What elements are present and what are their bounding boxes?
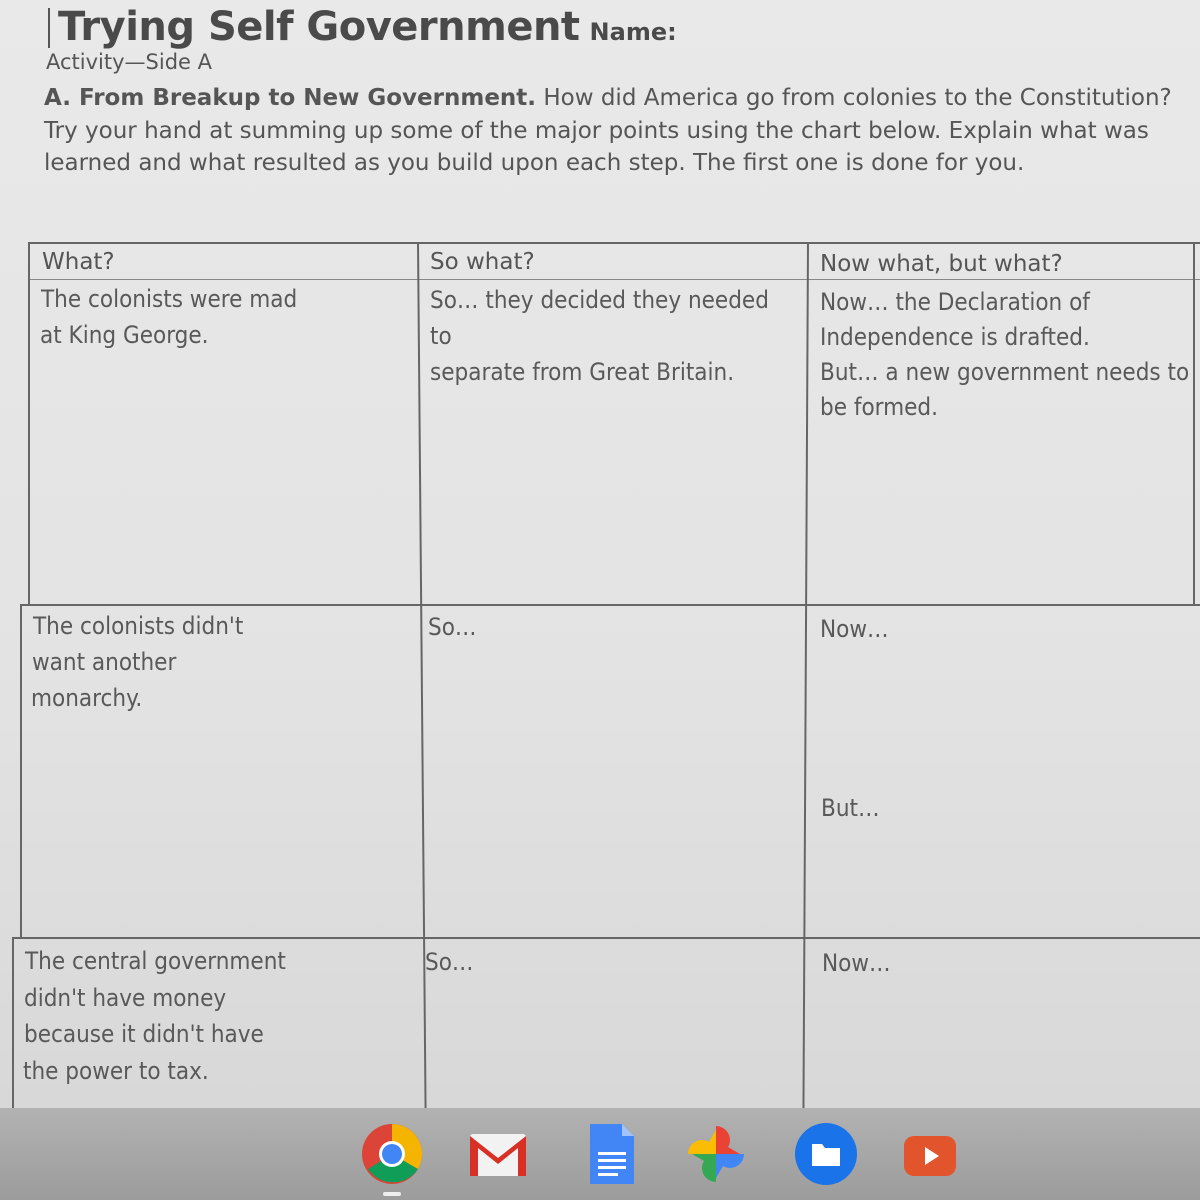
worksheet-subtitle[interactable]: Activity—Side A bbox=[46, 50, 212, 74]
row2-what-line2[interactable]: want another bbox=[32, 648, 177, 676]
header-so-what[interactable]: So what? bbox=[430, 249, 535, 275]
text-cursor bbox=[48, 8, 50, 48]
row1-sowhat-line3[interactable]: separate from Great Britain. bbox=[430, 358, 735, 386]
row1-sowhat-line2[interactable]: to bbox=[430, 322, 452, 350]
instructions-body: How did America go from colonies to the Constitution? Try your hand at summing up some of the major points using the chart below. Explain what was learned and what resulted as you build upon each step. The first one is done for you. bbox=[44, 85, 1172, 176]
col-divider-2 bbox=[802, 242, 809, 1108]
row3-what-line3[interactable]: because it didn't have bbox=[24, 1020, 264, 1048]
table-left-border bbox=[28, 242, 30, 606]
gmail-icon[interactable] bbox=[466, 1122, 530, 1186]
table-left-border-3 bbox=[12, 937, 14, 1108]
row3-what-line1[interactable]: The central government bbox=[25, 947, 286, 975]
row1-sowhat-line1[interactable]: So… they decided they needed bbox=[430, 286, 769, 314]
row1-what-line2[interactable]: at King George. bbox=[40, 321, 209, 349]
table-border-top bbox=[30, 242, 1200, 244]
chrome-running-indicator bbox=[383, 1192, 401, 1196]
row1-now-line1[interactable]: Now… the Declaration of bbox=[820, 288, 1090, 316]
row2-what-line1[interactable]: The colonists didn't bbox=[33, 612, 244, 640]
instructions-paragraph[interactable] bbox=[44, 82, 1194, 180]
table-row-divider-1 bbox=[20, 604, 1200, 606]
row2-now-prompt[interactable]: Now… bbox=[820, 615, 889, 643]
youtube-icon[interactable] bbox=[902, 1128, 958, 1184]
docs-icon[interactable] bbox=[580, 1122, 644, 1186]
instructions-lead: A. From Breakup to New Government. bbox=[44, 85, 537, 111]
header-now-what[interactable]: Now what, but what? bbox=[820, 251, 1063, 277]
row1-now-line4[interactable]: be formed. bbox=[820, 393, 938, 421]
chrome-icon[interactable] bbox=[360, 1122, 424, 1186]
row1-what-line1[interactable]: The colonists were mad bbox=[41, 285, 298, 313]
row3-now-prompt[interactable]: Now… bbox=[822, 949, 891, 977]
table-header-divider bbox=[30, 279, 1200, 280]
name-label[interactable]: Name: bbox=[589, 18, 677, 46]
title-line bbox=[58, 4, 677, 50]
worksheet-title[interactable]: Trying Self Government bbox=[58, 4, 580, 50]
header-what[interactable]: What? bbox=[42, 249, 115, 275]
row1-now-line3[interactable]: But… a new government needs to bbox=[820, 358, 1190, 386]
photos-icon[interactable] bbox=[684, 1122, 748, 1186]
row3-so-prompt[interactable]: So… bbox=[425, 948, 474, 976]
row2-but-prompt[interactable]: But… bbox=[821, 794, 880, 822]
row2-so-prompt[interactable]: So… bbox=[428, 613, 477, 641]
table-right-border bbox=[1193, 244, 1195, 606]
row1-now-line2[interactable]: Independence is drafted. bbox=[820, 323, 1090, 351]
row3-what-line2[interactable]: didn't have money bbox=[24, 984, 227, 1012]
table-left-border-2 bbox=[20, 604, 22, 938]
row3-what-line4[interactable]: the power to tax. bbox=[23, 1057, 209, 1085]
files-icon[interactable] bbox=[794, 1122, 858, 1186]
table-row-divider-2 bbox=[12, 937, 1200, 939]
row2-what-line3[interactable]: monarchy. bbox=[31, 684, 143, 712]
